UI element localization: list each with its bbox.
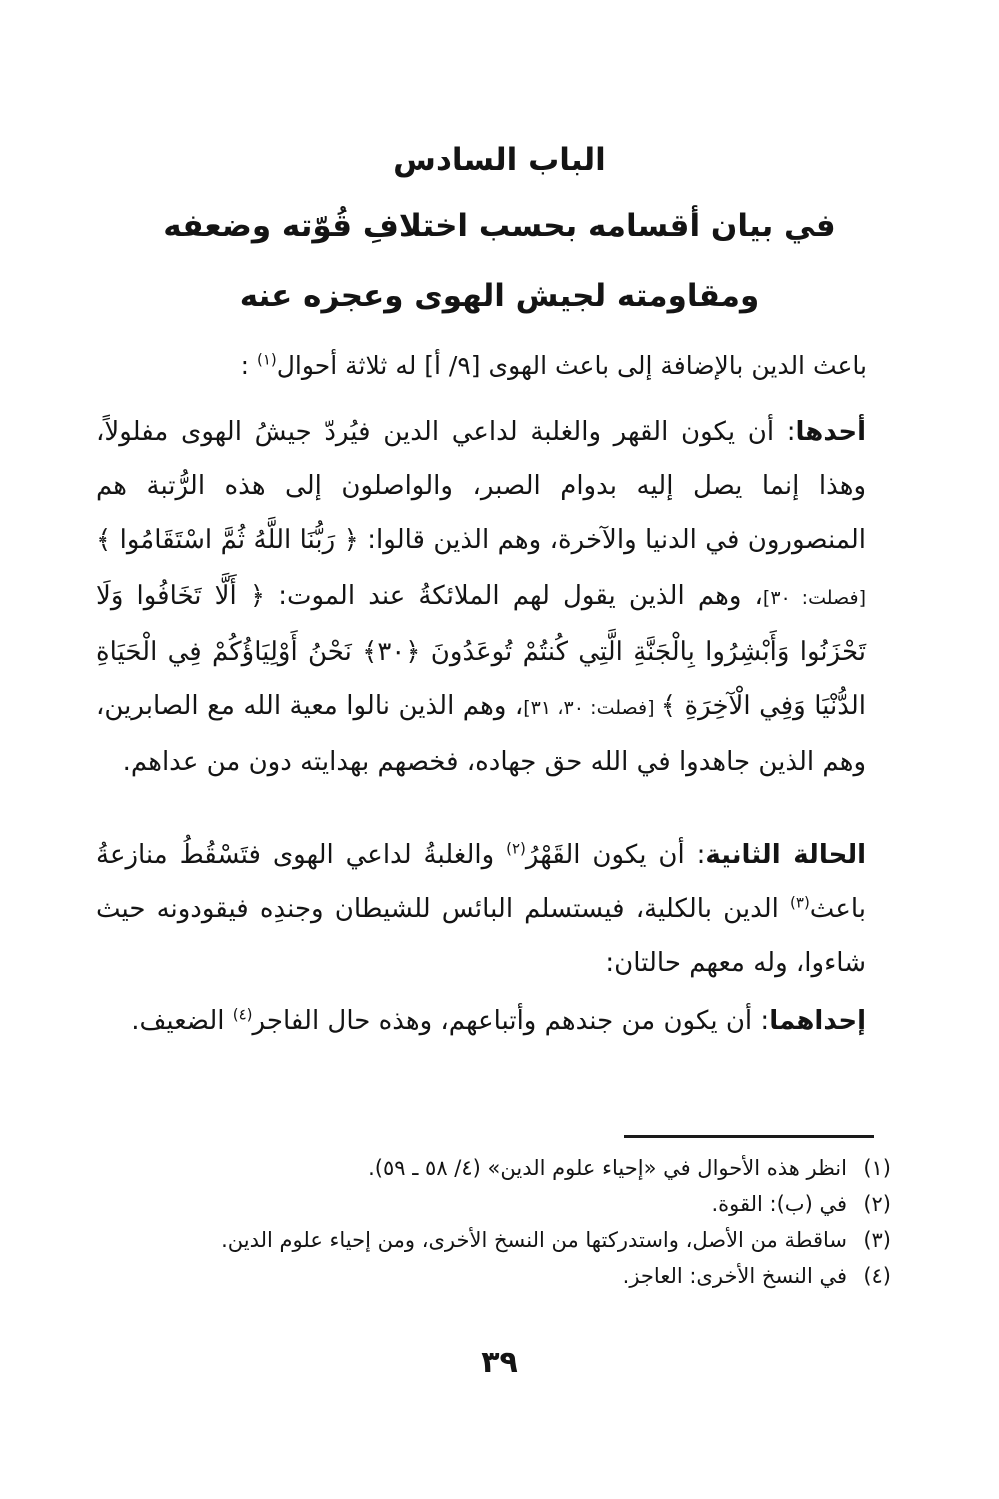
intro-text: باعث الدين بالإضافة إلى باعث الهوى [٩/ أ] له ثلاثة أحوال — [276, 351, 867, 380]
footnote-item — [101, 1150, 891, 1186]
paragraph-lead: إحداهما — [769, 1006, 866, 1036]
paragraph-lead: أحدها — [795, 417, 866, 447]
paragraph-text: الدين بالكلية، فيستسلم البائس للشيطان وجندِه فيقودونه حيث شاءوا، وله معهم حالتان: — [96, 894, 866, 978]
footnote-ref-4[interactable]: (٤) — [232, 1005, 253, 1024]
page-number: ٣٩ — [481, 1345, 518, 1380]
footnote-number: (٢) — [863, 1192, 891, 1216]
chapter-subtitle-line-1: في بيان أقسامه بحسب اختلافِ قُوّته وضعفه — [163, 208, 836, 244]
footnote-number: (٣) — [863, 1228, 891, 1252]
verse-citation: [فصلت: ٣٠] — [762, 587, 866, 609]
footnotes — [101, 1150, 891, 1294]
chapter-subtitle-line-2: ومقاومته لجيش الهوى وعجزه عنه — [239, 278, 760, 314]
paragraph-text: : أن يكون القهر والغلبة لداعي الدين فيُردّ جيشُ الهوى مفلولاً، وهذا إنما يصل إليه بدوام الصبر، والواصلون إلى هذه الرُّتبة هم المنصورون في الدنيا والآخرة، وهم الذين قالوا: — [96, 417, 866, 555]
chapter-title: الباب السادس — [393, 142, 606, 178]
paragraph-first-state — [96, 405, 866, 789]
footnote-text: في (ب): القوة. — [711, 1192, 847, 1216]
footnote-text: انظر هذه الأحوال في «إحياء علوم الدين» (٤/ ٥٨ ـ ٥٩). — [368, 1156, 847, 1180]
verse-citation: [فصلت: ٣٠، ٣١] — [523, 697, 661, 719]
footnote-text: في النسخ الأخرى: العاجز. — [622, 1264, 847, 1288]
paragraph-text: ، وهم الذين يقول لهم الملائكةُ عند الموت: — [265, 581, 763, 611]
paragraph-text: ، وهم الذين نالوا معية الله مع الصابرين، وهم الذين جاهدوا في الله حق جهاده، فخصهم بهدايته دون من عداهم. — [96, 691, 866, 777]
paragraph-text: الضعيف. — [131, 1006, 233, 1036]
paragraph-text: : أن يكون من جندهم وأتباعهم، وهذه حال الفاجر — [252, 1006, 770, 1036]
quran-verse: ﴿ أَلَّا تَخَافُوا وَلَا تَحْزَنُوا وَأَبْشِرُوا بِالْجَنَّةِ الَّتِي كُنتُمْ تُوعَدُونَ ﴿٣٠﴾ نَحْنُ أَوْلِيَاؤُكُمْ فِي الْحَيَاةِ الدُّنْيَا وَفِي الْآخِرَةِ ﴾ — [96, 581, 867, 721]
footnote-ref-2[interactable]: (٢) — [506, 839, 526, 858]
footnote-divider — [624, 1135, 874, 1138]
footnote-item — [101, 1222, 891, 1258]
footnote-item — [101, 1186, 891, 1222]
intro-end: : — [240, 351, 257, 380]
paragraph-text: والغلبةُ لداعي الهوى فتَسْقُطُ منازعةُ باعث — [96, 840, 866, 924]
footnote-ref-3[interactable]: (٣) — [790, 893, 810, 912]
quran-verse: ﴿ رَبُّنَا اللَّهُ ثُمَّ اسْتَقَامُوا ﴾ — [96, 525, 359, 555]
footnote-number: (١) — [863, 1156, 891, 1180]
paragraph-text: : أن يكون القَهْرُ — [525, 840, 706, 870]
footnote-text: ساقطة من الأصل، واستدركتها من النسخ الأخرى، ومن إحياء علوم الدين. — [221, 1228, 847, 1252]
paragraph-lead: الحالة الثانية — [705, 840, 867, 870]
paragraph-first-case — [96, 994, 866, 1048]
footnote-ref-1[interactable]: (١) — [256, 350, 277, 369]
paragraph-second-state — [96, 828, 866, 990]
footnote-item — [101, 1258, 891, 1294]
intro-sentence — [107, 344, 867, 388]
footnote-number: (٤) — [863, 1264, 891, 1288]
